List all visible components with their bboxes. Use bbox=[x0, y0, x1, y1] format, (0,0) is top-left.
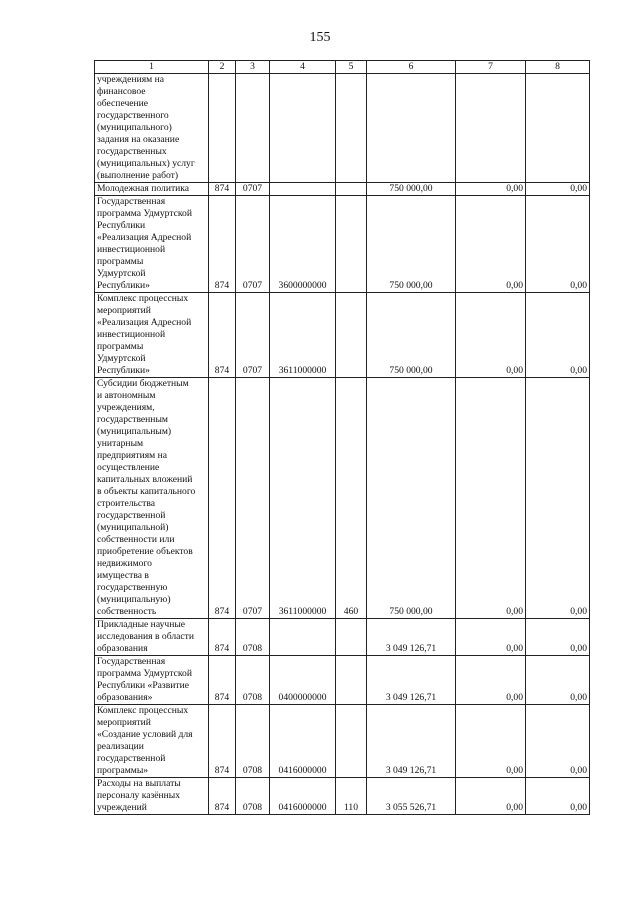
cell-col6: 750 000,00 bbox=[367, 183, 456, 196]
col-header-6: 6 bbox=[367, 61, 456, 74]
cell-col3: 0707 bbox=[236, 183, 270, 196]
cell-col7: 0,00 bbox=[456, 293, 526, 378]
cell-col3: 0707 bbox=[236, 293, 270, 378]
cell-col5: 110 bbox=[336, 778, 367, 815]
cell-col6: 3 049 126,71 bbox=[367, 705, 456, 778]
cell-col7: 0,00 bbox=[456, 196, 526, 293]
cell-col2 bbox=[209, 74, 236, 183]
budget-table bbox=[94, 60, 590, 815]
cell-col2: 874 bbox=[209, 619, 236, 656]
cell-col5 bbox=[336, 705, 367, 778]
cell-col8: 0,00 bbox=[526, 705, 590, 778]
col-header-3: 3 bbox=[236, 61, 270, 74]
cell-col2: 874 bbox=[209, 196, 236, 293]
cell-col6: 3 049 126,71 bbox=[367, 656, 456, 705]
col-header-1: 1 bbox=[95, 61, 209, 74]
cell-col8: 0,00 bbox=[526, 656, 590, 705]
cell-col8: 0,00 bbox=[526, 293, 590, 378]
cell-col7: 0,00 bbox=[456, 378, 526, 619]
table-row bbox=[95, 183, 590, 196]
cell-col4: 0416000000 bbox=[270, 778, 336, 815]
cell-col7: 0,00 bbox=[456, 705, 526, 778]
cell-col6: 3 049 126,71 bbox=[367, 619, 456, 656]
cell-col3: 0708 bbox=[236, 619, 270, 656]
table-row bbox=[95, 705, 590, 778]
table-row bbox=[95, 74, 590, 183]
cell-col5 bbox=[336, 656, 367, 705]
row-name: Комплекс процессных мероприятий «Создание условий для реализации государственной программы» bbox=[95, 705, 209, 778]
col-header-4: 4 bbox=[270, 61, 336, 74]
cell-col5 bbox=[336, 293, 367, 378]
cell-col5 bbox=[336, 196, 367, 293]
page-number: 155 bbox=[309, 30, 331, 45]
cell-col3: 0708 bbox=[236, 656, 270, 705]
cell-col4: 3600000000 bbox=[270, 196, 336, 293]
cell-col4: 0400000000 bbox=[270, 656, 336, 705]
cell-col2: 874 bbox=[209, 656, 236, 705]
cell-col2: 874 bbox=[209, 705, 236, 778]
col-header-5: 5 bbox=[336, 61, 367, 74]
row-name: учреждениям на финансовое обеспечение государственного (муниципального) задания на оказание государственных (муниципальных) услуг (выполнение работ) bbox=[95, 74, 209, 183]
row-name: Государственная программа Удмуртской Республики «Реализация Адресной инвестиционной программы Удмуртской Республики» bbox=[95, 196, 209, 293]
cell-col4: 0416000000 bbox=[270, 705, 336, 778]
cell-col8: 0,00 bbox=[526, 619, 590, 656]
cell-col2: 874 bbox=[209, 378, 236, 619]
cell-col6: 750 000,00 bbox=[367, 293, 456, 378]
table-row bbox=[95, 378, 590, 619]
cell-col3 bbox=[236, 74, 270, 183]
table-row bbox=[95, 778, 590, 815]
col-header-8: 8 bbox=[526, 61, 590, 74]
cell-col7: 0,00 bbox=[456, 183, 526, 196]
table-row bbox=[95, 656, 590, 705]
cell-col5: 460 bbox=[336, 378, 367, 619]
cell-col2: 874 bbox=[209, 778, 236, 815]
cell-col5 bbox=[336, 619, 367, 656]
cell-col6: 3 055 526,71 bbox=[367, 778, 456, 815]
row-name: Расходы на выплаты персоналу казённых учреждений bbox=[95, 778, 209, 815]
cell-col5 bbox=[336, 74, 367, 183]
cell-col3: 0707 bbox=[236, 196, 270, 293]
cell-col4: 3611000000 bbox=[270, 293, 336, 378]
cell-col4 bbox=[270, 619, 336, 656]
cell-col7 bbox=[456, 74, 526, 183]
cell-col2: 874 bbox=[209, 293, 236, 378]
cell-col6 bbox=[367, 74, 456, 183]
row-name: Комплекс процессных мероприятий «Реализация Адресной инвестиционной программы Удмуртской Республики» bbox=[95, 293, 209, 378]
cell-col7: 0,00 bbox=[456, 778, 526, 815]
cell-col8 bbox=[526, 74, 590, 183]
col-header-7: 7 bbox=[456, 61, 526, 74]
cell-col6: 750 000,00 bbox=[367, 196, 456, 293]
table-row bbox=[95, 619, 590, 656]
cell-col5 bbox=[336, 183, 367, 196]
row-name: Прикладные научные исследования в области образования bbox=[95, 619, 209, 656]
cell-col4: 3611000000 bbox=[270, 378, 336, 619]
cell-col6: 750 000,00 bbox=[367, 378, 456, 619]
cell-col2: 874 bbox=[209, 183, 236, 196]
cell-col4 bbox=[270, 74, 336, 183]
row-name: Субсидии бюджетным и автономным учреждениям, государственным (муниципальным) унитарным предприятиям на осуществление капитальных вложений в объекты капитального строительства государственной (муниципальной) собственности или приобретение объектов недвижимого имущества в государственную (муниципальную) собственность bbox=[95, 378, 209, 619]
table-row bbox=[95, 293, 590, 378]
header-row bbox=[95, 61, 590, 74]
row-name: Молодежная политика bbox=[95, 183, 209, 196]
cell-col8: 0,00 bbox=[526, 778, 590, 815]
cell-col3: 0707 bbox=[236, 378, 270, 619]
cell-col3: 0708 bbox=[236, 705, 270, 778]
table-row bbox=[95, 196, 590, 293]
cell-col8: 0,00 bbox=[526, 183, 590, 196]
cell-col8: 0,00 bbox=[526, 378, 590, 619]
cell-col4 bbox=[270, 183, 336, 196]
cell-col7: 0,00 bbox=[456, 656, 526, 705]
row-name: Государственная программа Удмуртской Республики «Развитие образования» bbox=[95, 656, 209, 705]
cell-col3: 0708 bbox=[236, 778, 270, 815]
cell-col7: 0,00 bbox=[456, 619, 526, 656]
col-header-2: 2 bbox=[209, 61, 236, 74]
cell-col8: 0,00 bbox=[526, 196, 590, 293]
